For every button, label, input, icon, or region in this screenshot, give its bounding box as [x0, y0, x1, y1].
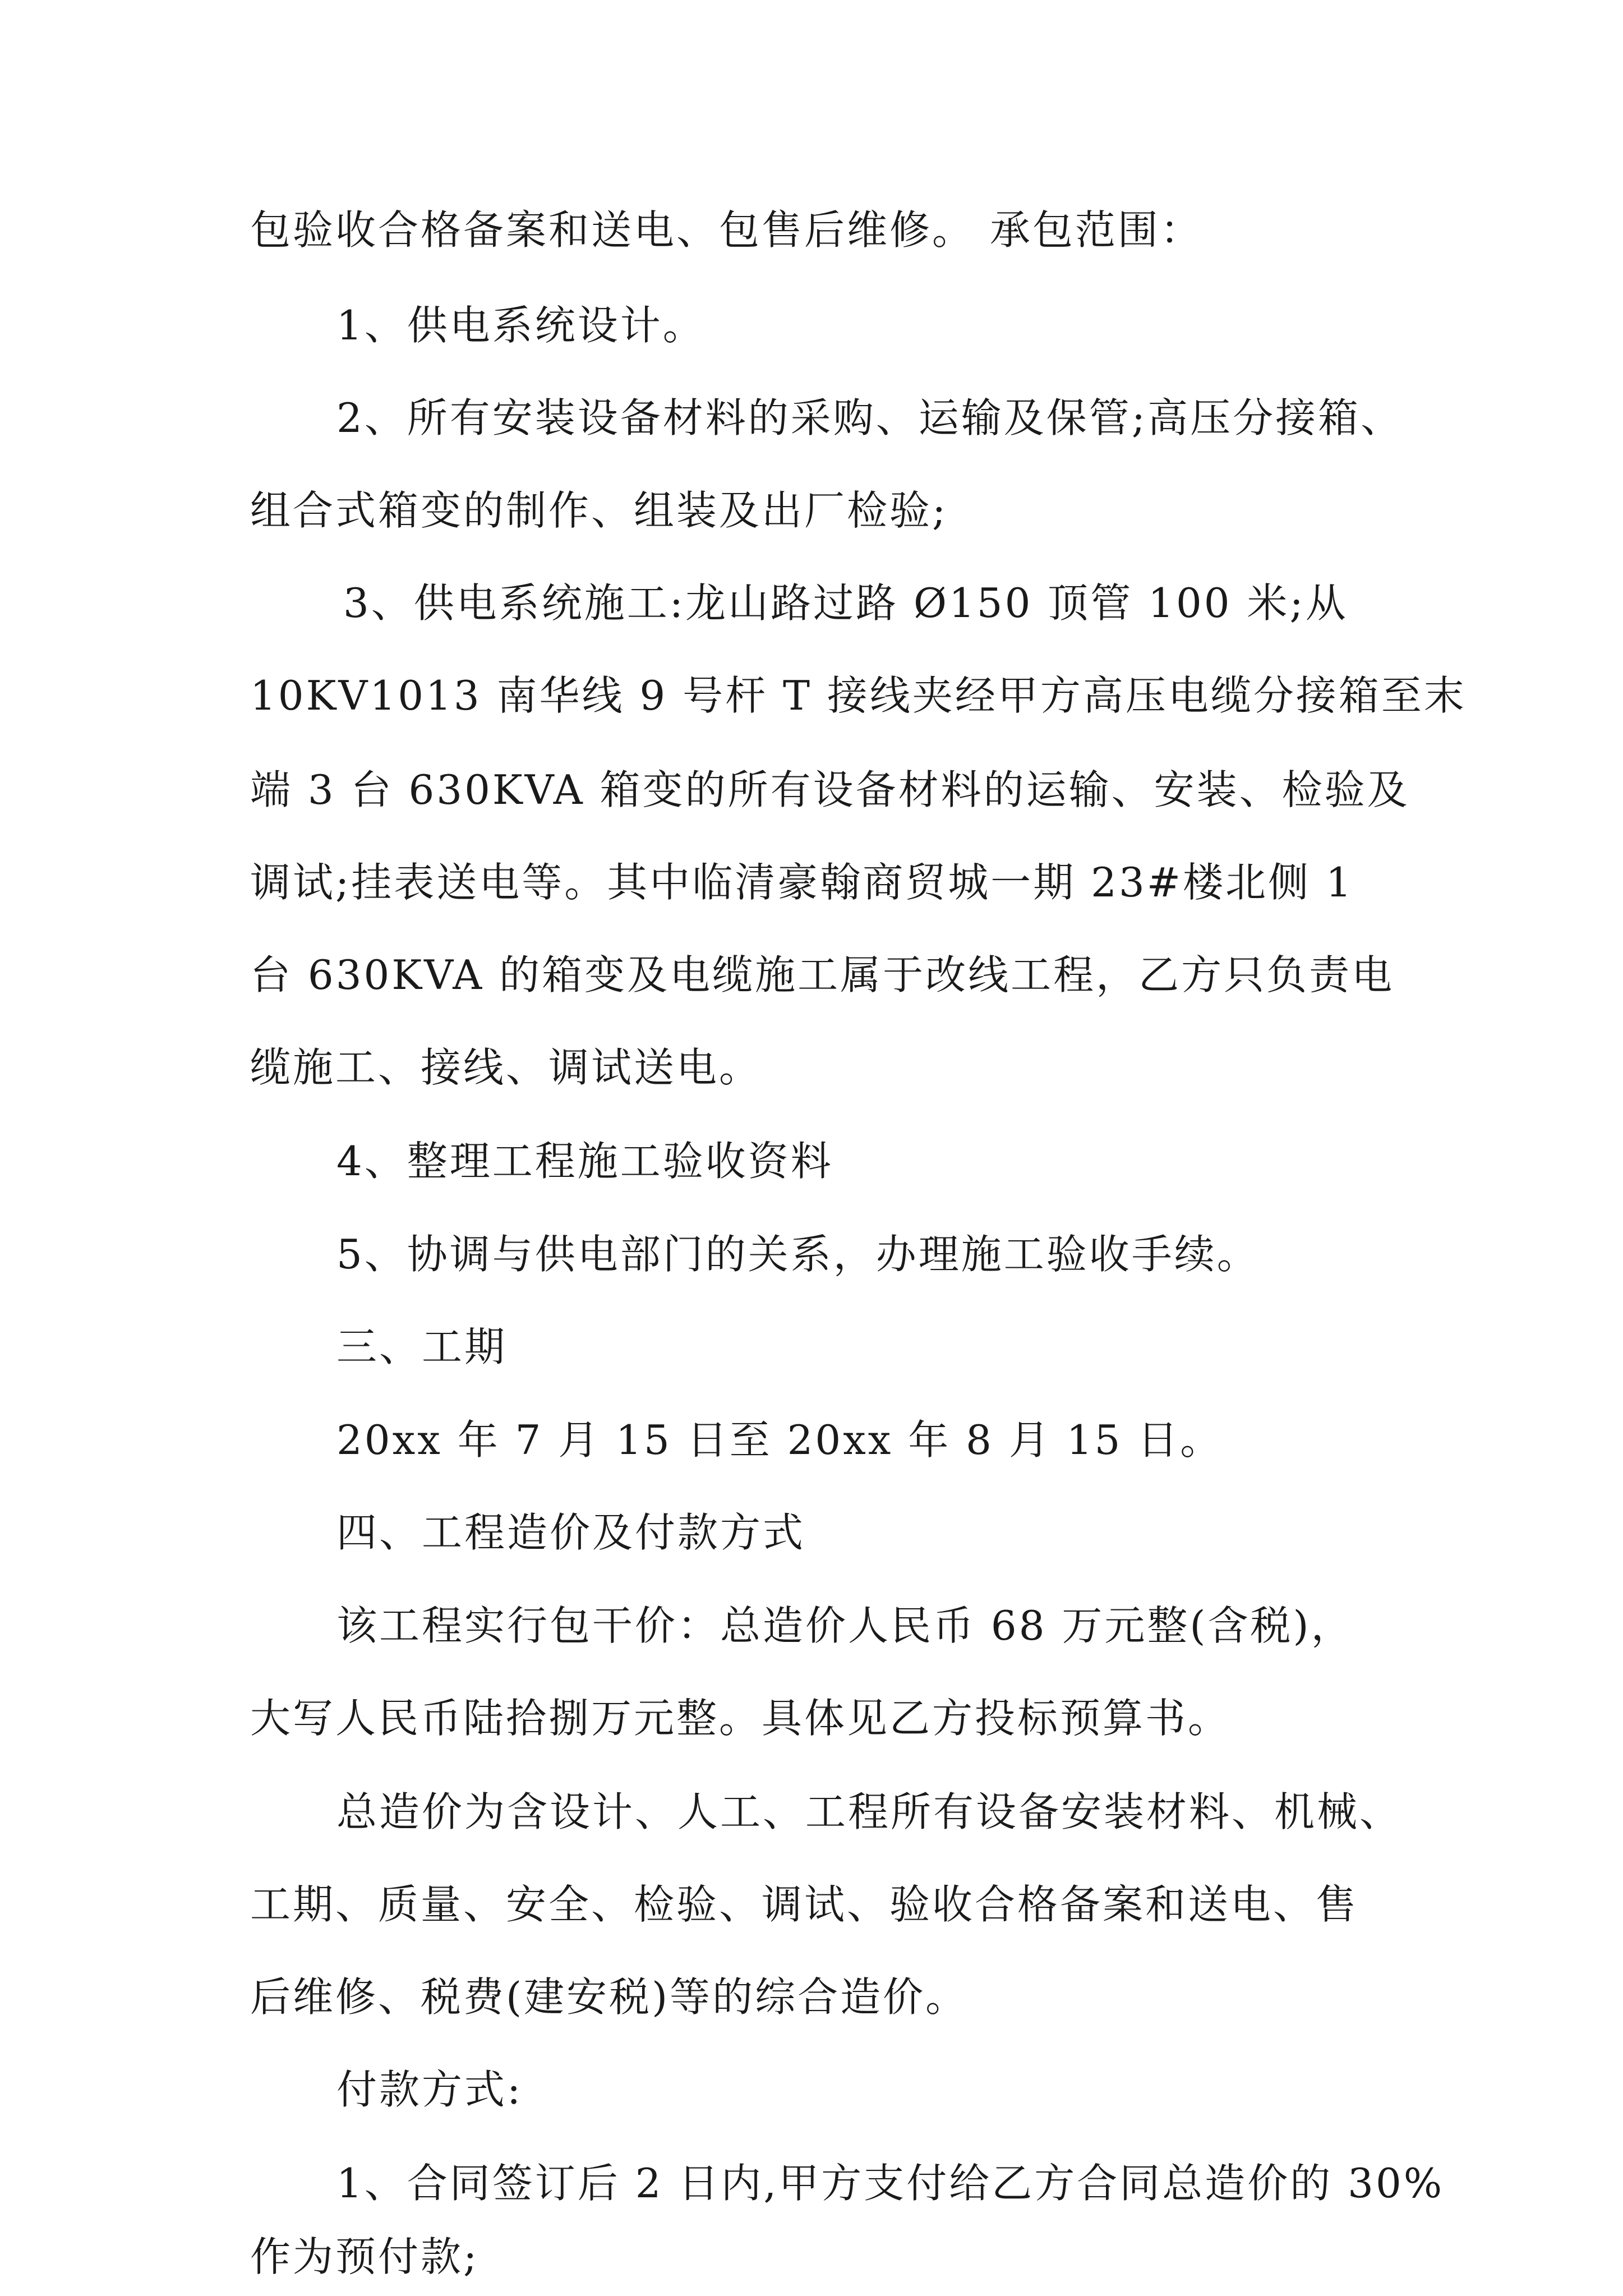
text-line: 三、工期: [336, 1323, 508, 1370]
text-line: 20xx 年 7 月 15 日至 20xx 年 8 月 15 日。: [336, 1416, 1223, 1464]
text-line: 后维修、税费(建安税)等的综合造价。: [250, 1973, 969, 2021]
text-line: 总造价为含设计、人工、工程所有设备安装材料、机械、: [336, 1788, 1403, 1835]
text-line: 付款方式:: [336, 2066, 523, 2113]
text-line: 3、供电系统施工:龙山路过路 Ø150 顶管 100 米;从: [343, 579, 1348, 627]
text-line: 1、合同签订后 2 日内,甲方支付给乙方合同总造价的 30%: [336, 2160, 1445, 2207]
text-line: 台 630KVA 的箱变及电缆施工属于改线工程，乙方只负责电: [250, 951, 1395, 999]
text-line: 大写人民币陆拾捌万元整。具体见乙方投标预算书。: [250, 1695, 1231, 1742]
text-line: 作为预付款;: [250, 2233, 479, 2280]
text-line: 10KV1013 南华线 9 号杆 T 接线夹经甲方高压电缆分接箱至末: [250, 672, 1467, 719]
text-line: 4、整理工程施工验收资料: [336, 1138, 833, 1185]
text-line: 工期、质量、安全、检验、调试、验收合格备案和送电、售: [250, 1881, 1359, 1928]
text-line: 5、协调与供电部门的关系，办理施工验收手续。: [336, 1231, 1260, 1278]
text-line: 2、所有安装设备材料的采购、运输及保管;高压分接箱、: [336, 394, 1404, 441]
text-line: 调试;挂表送电等。其中临清豪翰商贸城一期 23#楼北侧 1: [250, 859, 1354, 906]
text-line: 1、供电系统设计。: [336, 302, 706, 349]
text-line: 缆施工、接线、调试送电。: [250, 1044, 762, 1091]
text-line: 组合式箱变的制作、组装及出厂检验;: [250, 487, 948, 534]
text-line: 端 3 台 630KVA 箱变的所有设备材料的运输、安装、检验及: [250, 766, 1410, 813]
text-line: 包验收合格备案和送电、包售后维修。 承包范围：: [250, 206, 1203, 254]
text-line: 该工程实行包干价：总造价人民币 68 万元整(含税)，: [336, 1602, 1354, 1649]
text-line: 四、工程造价及付款方式: [336, 1509, 806, 1556]
